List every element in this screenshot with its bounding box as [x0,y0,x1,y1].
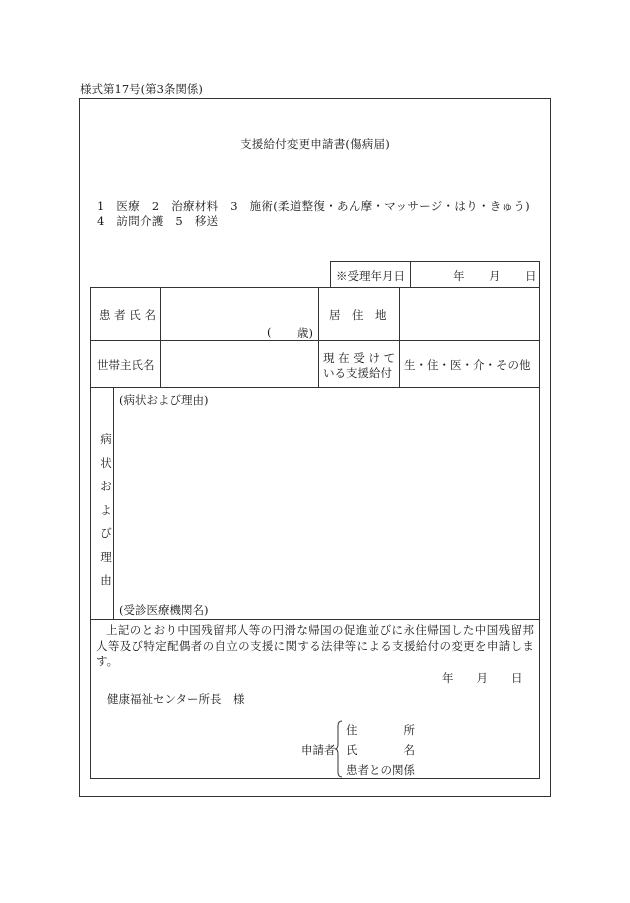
symptoms-label-char: 理 [100,549,112,564]
category-line-2: 4 訪問介護 5 移送 [97,214,219,228]
reception-date-value: 年 月 日 [453,269,537,283]
symptoms-label-char: お [100,479,112,493]
applicant-name-label: 氏 名 [346,743,415,757]
applicant-address-label: 住 所 [346,723,415,737]
household-head-label: 世帯主氏名 [97,358,155,372]
patient-name-label: 患 者 氏 名 [99,308,156,322]
symptoms-label-char: 病 [100,432,112,446]
age-suffix: 歳) [297,326,313,340]
current-benefit-options[interactable]: 生・住・医・介・その他 [404,358,531,372]
reception-divider [410,261,411,288]
addressee: 健康福祉センター所長 様 [107,692,245,706]
col-divider-mid [318,288,319,387]
residence-label: 居 住 地 [329,308,387,322]
document-title: 支援給付変更申請書(傷病届) [240,137,390,151]
current-benefit-label-2: いる支援給付 [323,366,392,380]
applicant-brace [335,720,343,778]
symptoms-side-label [100,428,112,593]
household-head-field[interactable] [161,341,318,387]
symptoms-label-char: よ [100,502,112,517]
row-divider-3 [90,619,540,620]
symptoms-label-char: び [100,526,112,540]
clinic-heading: (受診医療機関名) [119,603,209,617]
reception-date-box [330,261,540,288]
symptoms-heading: (病状および理由) [119,393,209,407]
category-line-1: 1 医療 2 治療材料 3 施術(柔道整復・あん摩・マッサージ・はり・きゅう) [97,199,530,213]
current-benefit-label-1: 現 在 受 け て [323,351,396,365]
symptoms-field[interactable] [114,388,540,619]
applicant-relation-label: 患者との関係 [346,763,415,777]
symptoms-label-char: 状 [100,455,112,470]
symptoms-label-char: 由 [100,573,112,587]
form-number: 様式第17号(第3条関係) [80,82,203,96]
reception-date-label: ※受理年月日 [336,269,405,283]
declaration-text: 上記のとおり中国残留邦人等の円滑な帰国の促進並びに永住帰国した中国残留邦人等及び特定配偶者の自立の支援に関する法律等による支援給付の変更を申請します。 [96,623,534,668]
age-open-paren: ( [267,325,272,339]
applicant-label: 申請者 [301,743,336,757]
residence-field[interactable] [400,288,540,340]
patient-name-field[interactable] [161,288,318,340]
application-date: 年 月 日 [442,671,523,685]
